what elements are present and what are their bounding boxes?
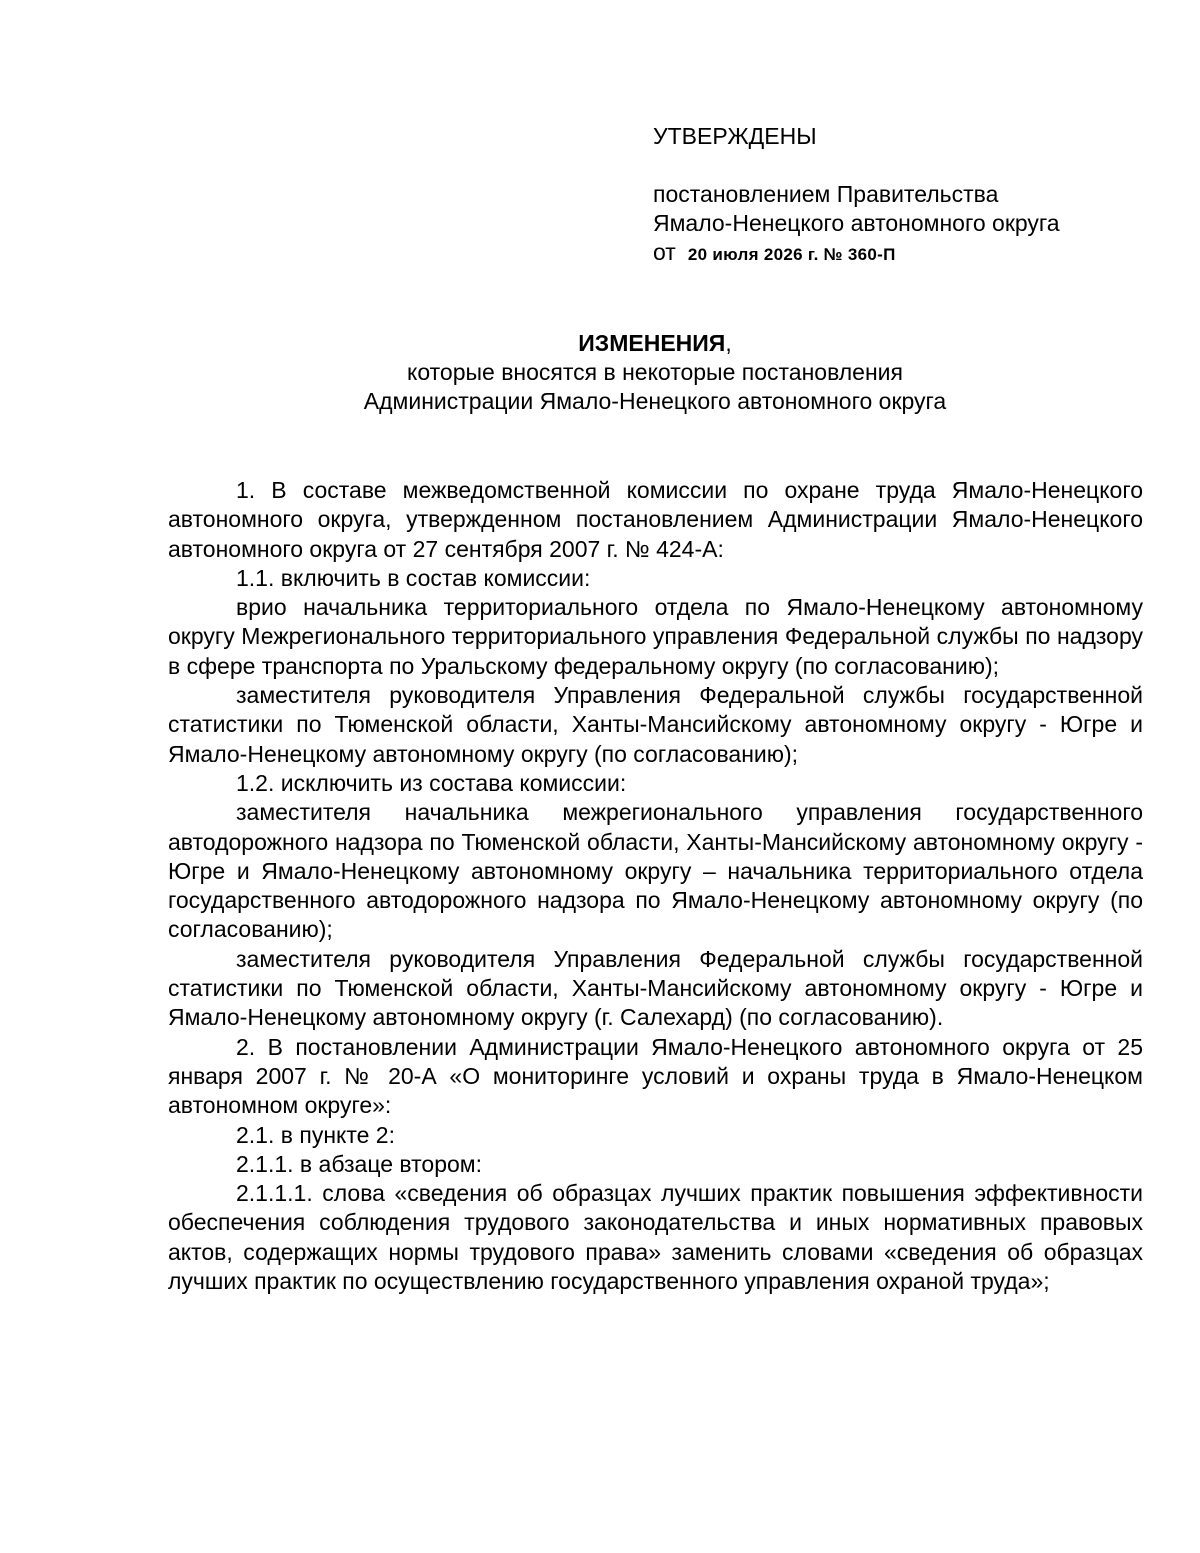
paragraph-1-2: 1.2. исключить из состава комиссии: [236,769,627,796]
paragraph-1: 1. В составе межведомственной комиссии по охране труда Ямало-Ненецкого автономного округа, утвержденном постановлением Администрации Ямало-Ненецкого автономного округа от 27 сентября 2007 г. № 424-А: [168,477,1143,562]
title-subtitle-line-1: которые вносятся в некоторые постановления [407,359,903,385]
paragraph-include-statistics: заместителя руководителя Управления Федеральной службы государственной статистики по Тюменской области, Ханты-Мансийскому автономному округу - Югре и Ямало-Ненецкому автономному округу (по согласованию); [168,682,1143,767]
paragraph-1-1: 1.1. включить в состав комиссии: [236,564,591,591]
title-subtitle-line-2: Администрации Ямало-Ненецкого автономного округа [363,388,947,414]
paragraph-exclude-road-supervision: заместителя начальника межрегионального управления государственного автодорожного надзора по Тюменской области, Ханты-Мансийскому автономному округу - Югре и Ямало-Ненецкому автономному округу – начальника территориального отдела государственного автодорожного надзора по Ямало-Ненецкому автономному округу (по согласованию); [168,799,1143,943]
paragraph-exclude-statistics: заместителя руководителя Управления Федеральной службы государственной статистики по Тюменской области, Ханты-Мансийскому автономному округу - Югре и Ямало-Ненецкому автономному округу (г. Салехард) (по согласованию). [168,945,1143,1031]
paragraph-2-1: 2.1. в пункте 2: [236,1121,395,1148]
paragraph-include-transport: врио начальника территориального отдела по Ямало-Ненецкому автономному округу Межрегионального территориального управления Федеральной службы по надзору в сфере транспорта по Уральскому федеральному округу (по согласованию); [168,594,1143,679]
document-body [168,476,1143,1296]
approval-region-line: Ямало-Ненецкого автономного округа [653,210,1060,236]
paragraph-2: 2. В постановлении Администрации Ямало-Ненецкого автономного округа от 25 января 2007 г. № 20-А «О мониторинге условий и охраны труда в Ямало-Ненецком автономном округе»: [168,1033,1143,1119]
paragraph-2-1-1-1: 2.1.1.1. слова «сведения об образцах лучших практик повышения эффективности обеспечения соблюдения трудового законодательства и иных нормативных правовых актов, содержащих нормы трудового права» заменить словами «сведения об образцах лучших практик по осуществлению государственного управления охраной труда»; [168,1180,1143,1295]
approval-decree-line: постановлением Правительства [653,181,999,207]
approval-date-line [653,238,1173,269]
document-title [0,329,1200,416]
title-heading-suffix: , [725,330,732,356]
approved-label: УТВЕРЖДЕНЫ [653,123,817,149]
approval-block [653,122,1173,269]
title-heading: ИЗМЕНЕНИЯ [578,330,726,356]
paragraph-2-1-1: 2.1.1. в абзаце втором: [236,1150,483,1177]
decree-date-number: 20 июля 2026 г. № 360-П [687,245,896,264]
title-heading-line [0,329,1200,358]
date-prefix: от [653,239,676,265]
